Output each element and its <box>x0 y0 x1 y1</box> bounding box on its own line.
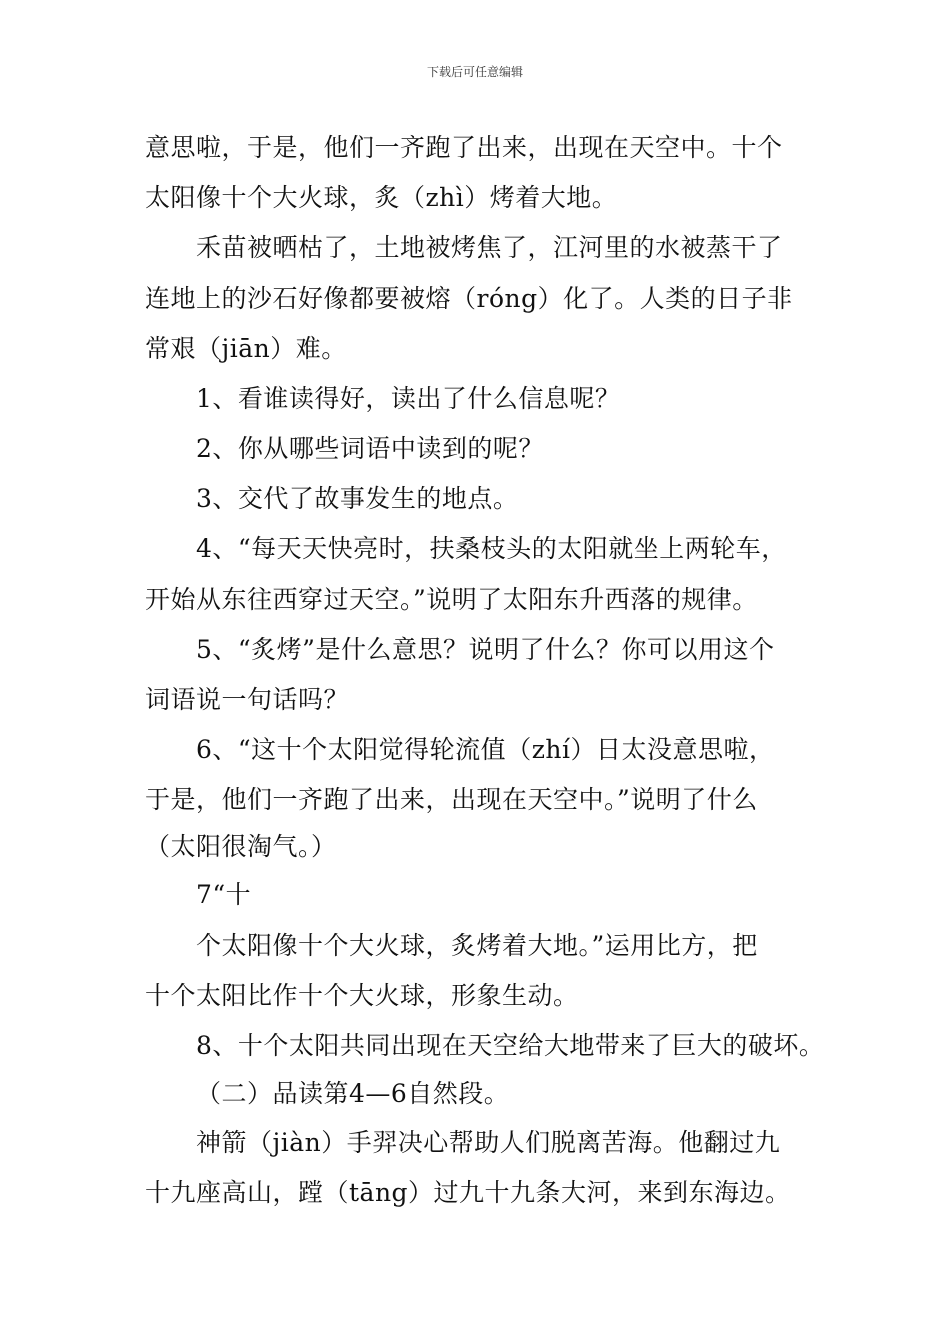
text-line: 太阳像十个大火球，炙（zhì）烤着大地。 <box>145 183 618 212</box>
list-item-6: 6、“这十个太阳觉得轮流值（zhí）日太没意思啦， <box>196 735 775 764</box>
text-line: （太阳很淘气。） <box>145 832 337 861</box>
text-line: 十九座高山，蹚（tāng）过九十九条大河，来到东海边。 <box>145 1178 791 1207</box>
text-line: 词语说一句话吗？ <box>145 685 350 714</box>
list-item-3: 3、交代了故事发生的地点。 <box>196 484 519 513</box>
list-item-2: 2、你从哪些词语中读到的呢？ <box>196 434 544 463</box>
text-line: 连地上的沙石好像都要被熔（róng）化了。人类的日子非 <box>145 284 793 313</box>
list-item-1: 1、看谁读得好，读出了什么信息呢？ <box>196 384 621 413</box>
text-line: 十个太阳比作十个大火球，形象生动。 <box>145 981 579 1010</box>
text-line: 个太阳像十个大火球，炙烤着大地。”运用比方，把 <box>196 931 758 960</box>
page-header: 下载后可任意编辑 <box>426 65 523 79</box>
text-line: 于是，他们一齐跑了出来，出现在天空中。”说明了什么 <box>145 785 758 814</box>
text-line: 开始从东往西穿过天空。”说明了太阳东升西落的规律。 <box>145 585 758 614</box>
list-item-7: 7“十 <box>196 880 252 909</box>
paragraph-start-line: 禾苗被晒枯了，土地被烤焦了，江河里的水被蒸干了 <box>196 233 783 262</box>
text-line: 常艰（jiān）难。 <box>145 334 347 363</box>
list-item-4: 4、“每天天快亮时，扶桑枝头的太阳就坐上两轮车， <box>196 534 787 563</box>
text-line: 意思啦，于是，他们一齐跑了出来，出现在天空中。十个 <box>145 133 783 162</box>
section-heading: （二）品读第4—6自然段。 <box>196 1079 510 1108</box>
list-item-5: 5、“炙烤”是什么意思？说明了什么？你可以用这个 <box>196 635 775 664</box>
paragraph-start-line: 神箭（jiàn）手羿决心帮助人们脱离苦海。他翻过九 <box>196 1128 781 1157</box>
list-item-8: 8、十个太阳共同出现在天空给大地带来了巨大的破坏。 <box>196 1031 825 1060</box>
